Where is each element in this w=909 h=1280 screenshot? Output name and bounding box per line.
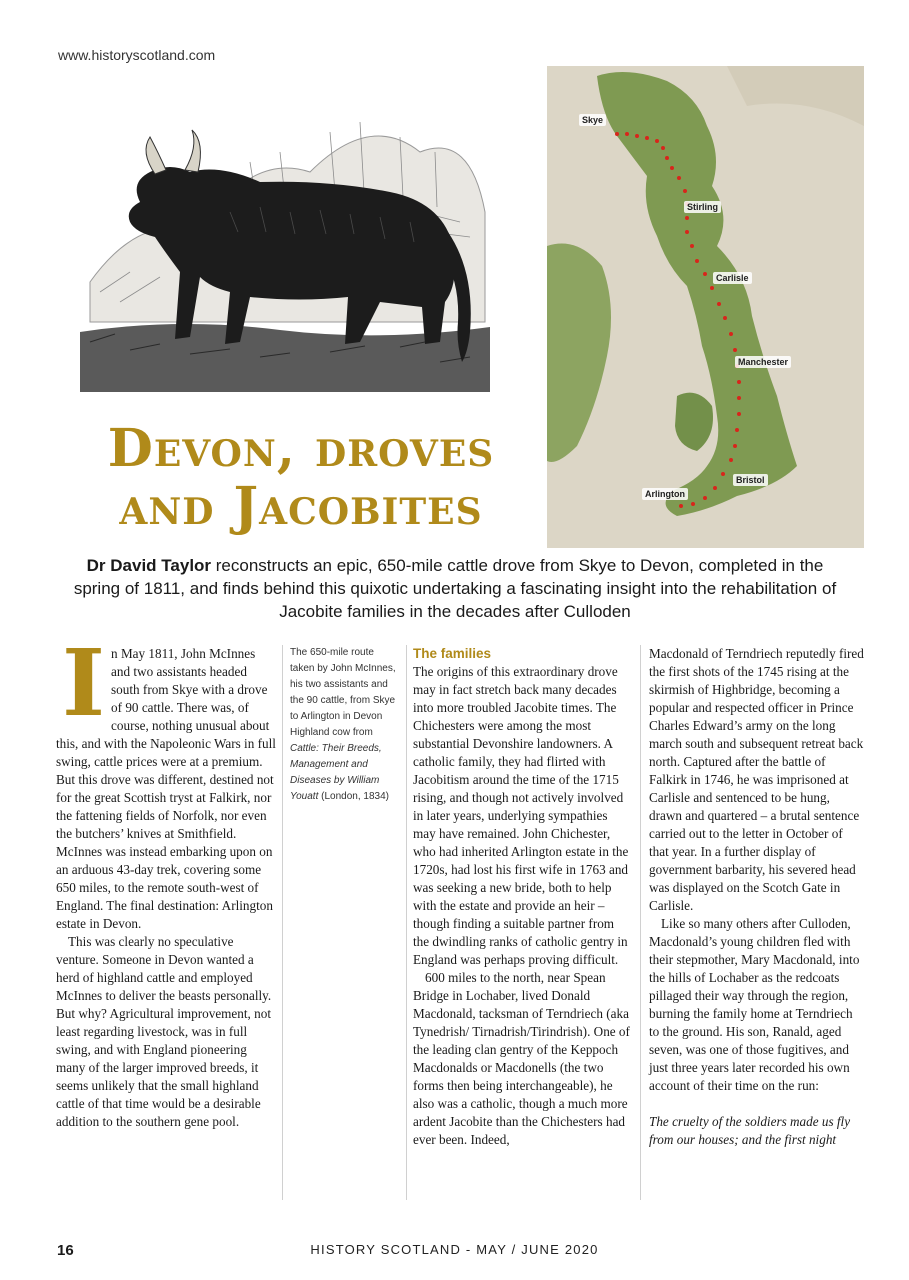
map-label-carlisle: Carlisle	[713, 272, 752, 284]
map-label-stirling: Stirling	[684, 201, 721, 213]
standfirst	[70, 554, 840, 623]
title-line-1: Devon, droves	[107, 418, 495, 479]
cow-caption-prefix: Highland cow from	[290, 727, 373, 738]
cow-caption-book-title: Cattle: Their Breeds, Management and Diseases by William Youatt	[290, 743, 382, 802]
body-paragraph: Macdonald of Terndriech reputedly fired the first shots of the 1745 rising at the skirmish of Highbridge, becoming a popular and respected officer in Prince Charles Edward’s army on the long march south and subsequent retreat back north. Captured after the battle of Falkirk in 1746, he was imprisoned at Carlisle and sentenced to be hung, drawn and quartered – a brutal sentence carried out to the letter in October of that year. In a further display of government barbarity, his severed head was displayed on the Scotch Gate in Carlisle.	[649, 646, 864, 913]
drop-cap: I	[62, 629, 106, 737]
body-column-4	[649, 645, 864, 1149]
article-title	[60, 420, 542, 536]
body-paragraph: Like so many others after Culloden, Macdonald’s young children fled with their stepmother, Mary Macdonald, into the hills of Lochaber as the redcoats pillaged their way through the region, burning the family home at Terndriech to the ground. His son, Ranald, aged seven, was one of those fugitives, and just three years later recorded his own account of their time on the run:	[649, 916, 860, 1093]
standfirst-text: reconstructs an epic, 650-mile cattle drove from Skye to Devon, completed in the spring of 1811, and finds behind this quixotic undertaking a fascinating insight into the rehabilitation of Jacobite families in the decades after Culloden	[73, 556, 837, 622]
cow-caption-suffix: (London, 1834)	[318, 791, 389, 802]
page-number: 16	[57, 1242, 74, 1259]
body-column-3	[413, 645, 631, 1149]
cow-caption	[290, 725, 400, 805]
site-url: www.historyscotland.com	[58, 47, 216, 63]
route-map	[547, 66, 864, 548]
map-label-bristol: Bristol	[733, 474, 768, 486]
highland-cow-illustration	[80, 92, 492, 392]
column-divider	[282, 645, 283, 1200]
map-label-arlington: Arlington	[642, 488, 688, 500]
section-heading: The families	[413, 646, 492, 661]
captions-column	[290, 645, 400, 805]
body-paragraph: n May 1811, John McInnes and two assistants headed south from Skye with a drove of 90 cattle. There was, of course, nothing unusual about this, and with the Napoleonic Wars in full swing, cattle prices were at a premium. But this drove was different, destined not for the great Scottish tryst at Falkirk, nor the fattening fields of Norfolk, nor even the butchers’ knives at Smithfield. McInnes was instead embarking upon on an arduous 43-day trek, covering some 650 miles, to the remote south-west of England. The final destination: Arlington estate in Devon.	[56, 646, 276, 931]
map-label-skye: Skye	[579, 114, 606, 126]
author-name: Dr David Taylor	[86, 556, 212, 575]
body-paragraph: 600 miles to the north, near Spean Bridge in Lochaber, lived Donald Macdonald, tacksman of Terndriech (aka Tynedrish/ Tirnadrish/Tirindrish). One of the leading clan gentry of the Keppoch Macdonalds or Macdonells (the two forms then being interchangeable), he also was a catholic, though a much more ardent Jacobite than the Chichesters had ever been. Indeed,	[413, 970, 630, 1147]
magazine-footer	[0, 1242, 909, 1257]
issue-date: - MAY / JUNE 2020	[461, 1242, 599, 1257]
map-caption: The 650-mile route taken by John McInnes, his two assistants and the 90 cattle, from Skye to Arlington in Devon	[290, 647, 396, 722]
map-label-manchester: Manchester	[735, 356, 791, 368]
column-divider	[406, 645, 407, 1200]
body-column-1	[56, 629, 276, 1131]
title-line-2: and Jacobites	[119, 476, 483, 538]
body-paragraph: The origins of this extraordinary drove may in fact stretch back many decades into more troubled Jacobite times. The Chichesters were among the most substantial Devonshire landowners. A catholic family, they had flirted with Jacobitism around the time of the 1715 rising, and though not actively involved in later years, underlying sympathies may have remained. John Chichester, who had inherited Arlington estate in the 1720s, had lost his first wife in 1763 and was seeking a new bride, both to help with the estate and provide an heir – though finding a suitable partner from the dwindling ranks of catholic gentry in England was perhaps proving difficult.	[413, 664, 629, 967]
magazine-name: HISTORY SCOTLAND	[310, 1242, 462, 1257]
column-divider	[640, 645, 641, 1200]
quoted-text: The cruelty of the soldiers made us fly from our houses; and the first night	[649, 1114, 851, 1147]
body-paragraph: This was clearly no speculative venture. Someone in Devon wanted a herd of highland cattle and employed McInnes to deliver the beasts personally. But why? Agricultural improvement, not least regarding livestock, was in full swing, and with England pioneering many of the larger improved breeds, it seems unlikely that the small highland cattle of that time would be a desirable addition to the southern gene pool.	[56, 934, 272, 1129]
